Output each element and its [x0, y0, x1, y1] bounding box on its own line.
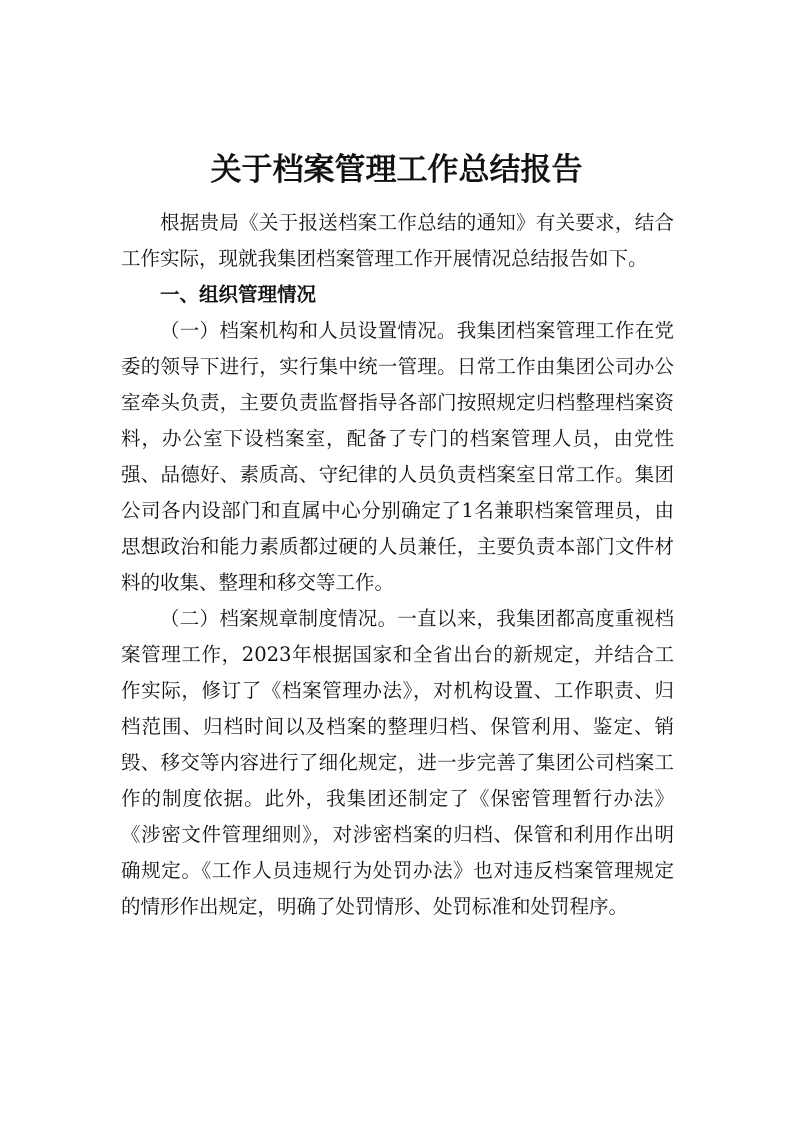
- body-paragraph: （二）档案规章制度情况。一直以来，我集团都高度重视档案管理工作，2023年根据国家和全省出台的新规定，并结合工作实际，修订了《档案管理办法》，对机构设置、工作职责、归档范围、归档时间以及档案的整理归档、保管利用、鉴定、销毁、移交等内容进行了细化规定，进一步完善了集团公司档案工作的制度依据。此外，我集团还制定了《保密管理暂行办法》《涉密文件管理细则》，对涉密档案的归档、保管和利用作出明确规定。《工作人员违规行为处罚办法》也对违反档案管理规定的情形作出规定，明确了处罚情形、处罚标准和处罚程序。: [121, 607, 674, 918]
- section-heading: 一、组织管理情况: [160, 283, 317, 306]
- document-body: [121, 205, 674, 925]
- body-paragraph: （一）档案机构和人员设置情况。我集团档案管理工作在党委的领导下进行，实行集中统一管理。日常工作由集团公司办公室牵头负责，主要负责监督指导各部门按照规定归档整理档案资料，办公室下设档案室，配备了专门的档案管理人员，由党性强、品德好、素质高、守纪律的人员负责档案室日常工作。集团公司各内设部门和直属中心分别确定了1名兼职档案管理员，由思想政治和能力素质都过硬的人员兼任，主要负责本部门文件材料的收集、整理和移交等工作。: [121, 319, 674, 594]
- document-title: 关于档案管理工作总结报告: [210, 152, 583, 188]
- intro-paragraph: 根据贵局《关于报送档案工作总结的通知》有关要求，结合工作实际，现就我集团档案管理工作开展情况总结报告如下。: [121, 211, 674, 270]
